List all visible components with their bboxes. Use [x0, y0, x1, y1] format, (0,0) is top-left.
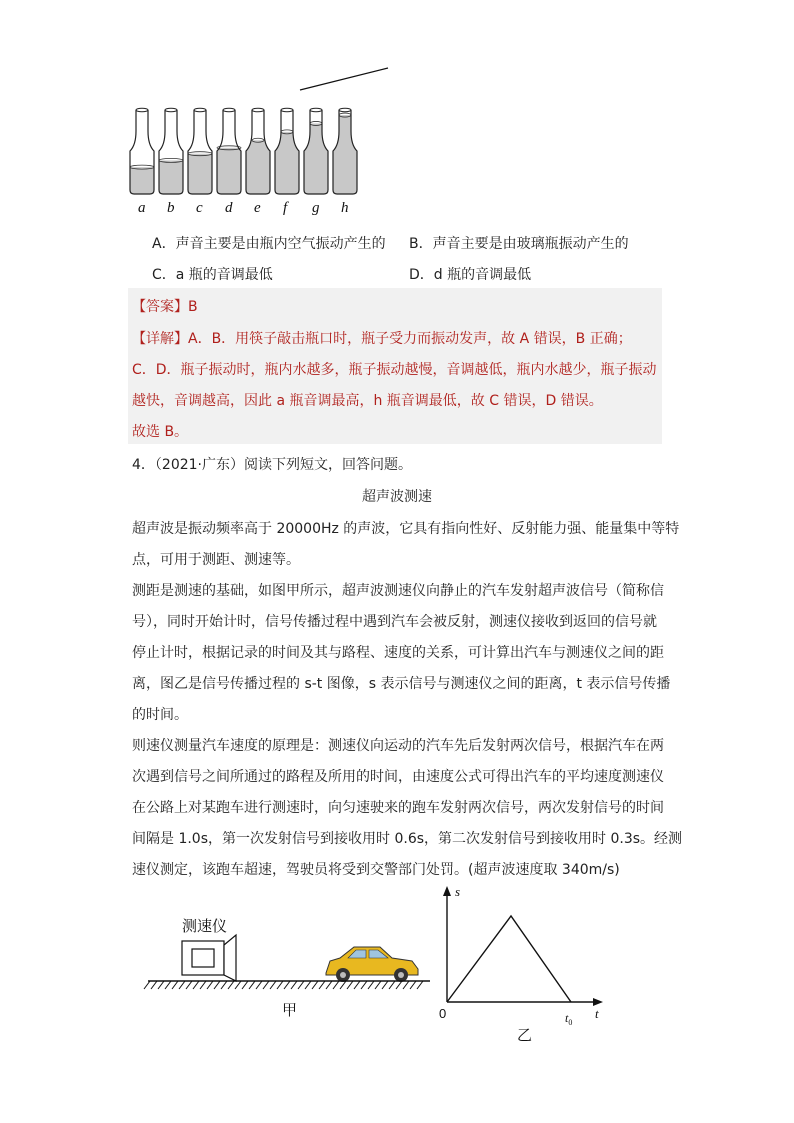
- bottle-label: c: [196, 200, 203, 216]
- bottle-water: [273, 132, 301, 196]
- ground-hatch: [256, 981, 262, 989]
- chopstick: [300, 68, 388, 90]
- ground-hatch: [347, 981, 353, 989]
- ground-hatch: [193, 981, 199, 989]
- paragraph-line: 测距是测速的基础，如图甲所示，超声波测速仪向静止的汽车发射超声波信号（简称信: [132, 583, 664, 599]
- bottle-label: a: [138, 200, 146, 216]
- bottle-water: [157, 160, 185, 196]
- ground-hatch: [277, 981, 283, 989]
- ground-hatch: [144, 981, 150, 989]
- ground-hatch: [165, 981, 171, 989]
- bottles-figure: [120, 60, 400, 220]
- device-label: 测速仪: [182, 918, 228, 935]
- bottle-rim: [339, 108, 351, 112]
- bottle-water: [186, 154, 214, 196]
- ground-hatch: [368, 981, 374, 989]
- ground-hatch: [179, 981, 185, 989]
- bottle-rim: [136, 108, 148, 112]
- ground-hatch: [214, 981, 220, 989]
- bottle-label: e: [254, 200, 261, 216]
- question-heading: 4．（2021·广东）阅读下列短文，回答问题。: [132, 457, 412, 473]
- ground-hatch: [158, 981, 164, 989]
- ground-hatch: [326, 981, 332, 989]
- s-axis-arrow: [443, 886, 451, 896]
- option-c: C．a 瓶的音调最低: [152, 267, 273, 283]
- speed-detector-icon: [182, 935, 236, 981]
- ground-hatch: [410, 981, 416, 989]
- paragraph-line: 号），同时开始计时，信号传播过程中遇到汽车会被反射，测速仪接收到返回的信号就: [132, 614, 657, 630]
- paragraph-line: 停止计时，根据记录的时间及其与路程、速度的关系，可计算出汽车与测速仪之间的距: [132, 645, 664, 661]
- paragraph-line: 则速仪测量汽车速度的原理是：测速仪向运动的汽车先后发射两次信号，根据汽车在两: [132, 738, 664, 754]
- paragraph-line: 在公路上对某跑车进行测速时，向匀速驶来的跑车发射两次信号，两次发射信号的时间: [132, 800, 664, 816]
- ground-hatch: [396, 981, 402, 989]
- ground-hatch: [291, 981, 297, 989]
- figure-yi-st-graph: [425, 880, 615, 1050]
- bottle-water: [215, 148, 243, 196]
- bottle-water: [331, 115, 359, 196]
- ground-hatch: [186, 981, 192, 989]
- paragraph-line: 的时间。: [132, 707, 188, 723]
- bottle-water: [128, 167, 156, 196]
- s-axis-label: s: [455, 884, 461, 899]
- ground-hatch: [284, 981, 290, 989]
- ground-hatch: [312, 981, 318, 989]
- st-curve: [447, 916, 571, 1002]
- bottle-label: f: [283, 200, 288, 216]
- paragraph-line: 速仪测定，该跑车超速，驾驶员将受到交警部门处罚。(超声波速度取 340m/s): [132, 862, 620, 878]
- paragraph-line: 次遇到信号之间所通过的路程及所用的时间，由速度公式可得出汽车的平均速度测速仪: [132, 769, 664, 785]
- ground-hatch: [403, 981, 409, 989]
- ground-hatch: [340, 981, 346, 989]
- bottle-label: d: [225, 200, 233, 216]
- ground-hatch: [263, 981, 269, 989]
- ground-hatch: [235, 981, 241, 989]
- figure-yi-caption: 乙: [517, 1027, 533, 1044]
- paragraph-line: 点，可用于测距、测速等。: [132, 552, 300, 568]
- ground-hatch: [333, 981, 339, 989]
- paragraph-line: 间隔是 1.0s，第一次发射信号到接收用时 0.6s，第二次发射信号到接收用时 0.3s。经测: [132, 831, 683, 847]
- origin-label: 0: [439, 1006, 447, 1021]
- ground-hatch: [221, 981, 227, 989]
- bottle-rim: [165, 108, 177, 112]
- ground-hatch: [375, 981, 381, 989]
- figure-jia: [140, 905, 440, 1025]
- bottle-water: [302, 123, 330, 196]
- ground-hatch: [417, 981, 423, 989]
- ground-hatch: [172, 981, 178, 989]
- option-a: A．声音主要是由瓶内空气振动产生的: [152, 236, 386, 252]
- car-icon: [326, 947, 418, 982]
- explanation-line-2: C．D．瓶子振动时，瓶内水越多，瓶子振动越慢，音调越低，瓶内水越少，瓶子振动: [132, 362, 657, 378]
- bottle-label: g: [312, 200, 320, 216]
- ground-hatch: [249, 981, 255, 989]
- explanation-line-3: 越快，音调越高，因此 a 瓶音调最高，h 瓶音调最低，故 C 错误，D 错误。: [132, 393, 603, 409]
- bottle-rim: [194, 108, 206, 112]
- option-b: B．声音主要是由玻璃瓶振动产生的: [409, 236, 629, 252]
- ground-hatch: [389, 981, 395, 989]
- ground-hatch: [361, 981, 367, 989]
- ground-hatch: [242, 981, 248, 989]
- ground-hatch: [151, 981, 157, 989]
- ground-hatch: [305, 981, 311, 989]
- ground-hatch: [228, 981, 234, 989]
- t0-label: $t_0$: [565, 1011, 573, 1027]
- bottle-rim: [223, 108, 235, 112]
- option-d: D．d 瓶的音调最低: [409, 267, 532, 283]
- bottle-label: h: [341, 200, 349, 216]
- ground-hatch: [207, 981, 213, 989]
- bottle-rim: [310, 108, 322, 112]
- paragraph-line: 超声波是振动频率高于 20000Hz 的声波，它具有指向性好、反射能力强、能量集中等特: [132, 521, 680, 537]
- explanation-line-4: 故选 B。: [132, 424, 189, 440]
- ground-hatch: [200, 981, 206, 989]
- bottle-rim: [281, 108, 293, 112]
- ground: [144, 981, 430, 989]
- bottle-rim: [252, 108, 264, 112]
- ground-hatch: [270, 981, 276, 989]
- figure-jia-caption: 甲: [282, 1002, 298, 1019]
- bottle-label: b: [167, 200, 175, 216]
- ground-hatch: [354, 981, 360, 989]
- ground-hatch: [319, 981, 325, 989]
- explanation-line-1: 【详解】A．B．用筷子敲击瓶口时，瓶子受力而振动发声，故 A 错误，B 正确；: [132, 331, 632, 347]
- t-axis-arrow: [593, 998, 603, 1006]
- ground-hatch: [382, 981, 388, 989]
- answer-label: 【答案】B: [132, 299, 198, 315]
- article-title: 超声波测速: [362, 489, 432, 505]
- ground-hatch: [298, 981, 304, 989]
- t-axis-label: t: [595, 1006, 599, 1021]
- paragraph-line: 离，图乙是信号传播过程的 s-t 图像，s 表示信号与测速仪之间的距离，t 表示信号传播: [132, 676, 671, 692]
